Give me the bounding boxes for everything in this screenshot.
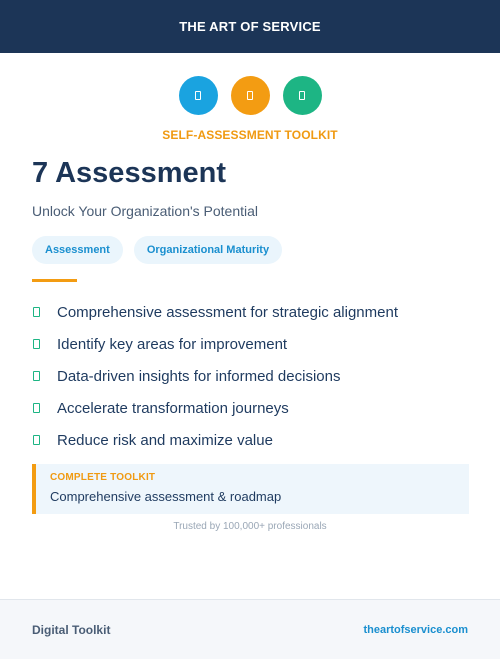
list-item bbox=[32, 360, 398, 392]
website-link[interactable]: theartofservice.com bbox=[363, 623, 468, 636]
list-item bbox=[32, 328, 398, 360]
list-item-text: Accelerate transformation journeys bbox=[57, 399, 289, 417]
list-item-text: Reduce risk and maximize value bbox=[57, 431, 273, 449]
footer-label: Digital Toolkit bbox=[32, 622, 111, 637]
check-icon bbox=[33, 339, 40, 349]
icon-row bbox=[0, 76, 500, 115]
tag-list bbox=[32, 236, 282, 264]
document-icon bbox=[283, 76, 322, 115]
callout-label: COMPLETE TOOLKIT bbox=[50, 472, 156, 483]
check-icon bbox=[33, 307, 40, 317]
document-icon bbox=[231, 76, 270, 115]
accent-divider bbox=[32, 279, 77, 282]
page-subtitle: Unlock Your Organization's Potential bbox=[32, 203, 259, 219]
footer-bar bbox=[0, 599, 500, 659]
toolkit-label: SELF-ASSESSMENT TOOLKIT bbox=[162, 128, 338, 142]
list-item-text: Comprehensive assessment for strategic alignment bbox=[57, 303, 398, 321]
header-bar bbox=[0, 0, 500, 53]
list-item bbox=[32, 424, 398, 456]
complete-toolkit-callout bbox=[32, 464, 469, 514]
check-icon bbox=[33, 435, 40, 445]
list-item bbox=[32, 296, 398, 328]
benefit-list bbox=[32, 296, 398, 456]
tag-assessment[interactable]: Assessment bbox=[32, 236, 123, 264]
callout-text: Comprehensive assessment & roadmap bbox=[50, 489, 282, 504]
document-icon bbox=[179, 76, 218, 115]
page-title: 7 Assessment bbox=[32, 157, 226, 189]
trust-note: Trusted by 100,000+ professionals bbox=[173, 521, 327, 532]
list-item-text: Data-driven insights for informed decisions bbox=[57, 367, 341, 385]
list-item-text: Identify key areas for improvement bbox=[57, 335, 288, 353]
tag-organizational-maturity[interactable]: Organizational Maturity bbox=[134, 236, 282, 264]
list-item bbox=[32, 392, 398, 424]
check-icon bbox=[33, 403, 40, 413]
check-icon bbox=[33, 371, 40, 381]
brand-title: THE ART OF SERVICE bbox=[179, 19, 321, 34]
